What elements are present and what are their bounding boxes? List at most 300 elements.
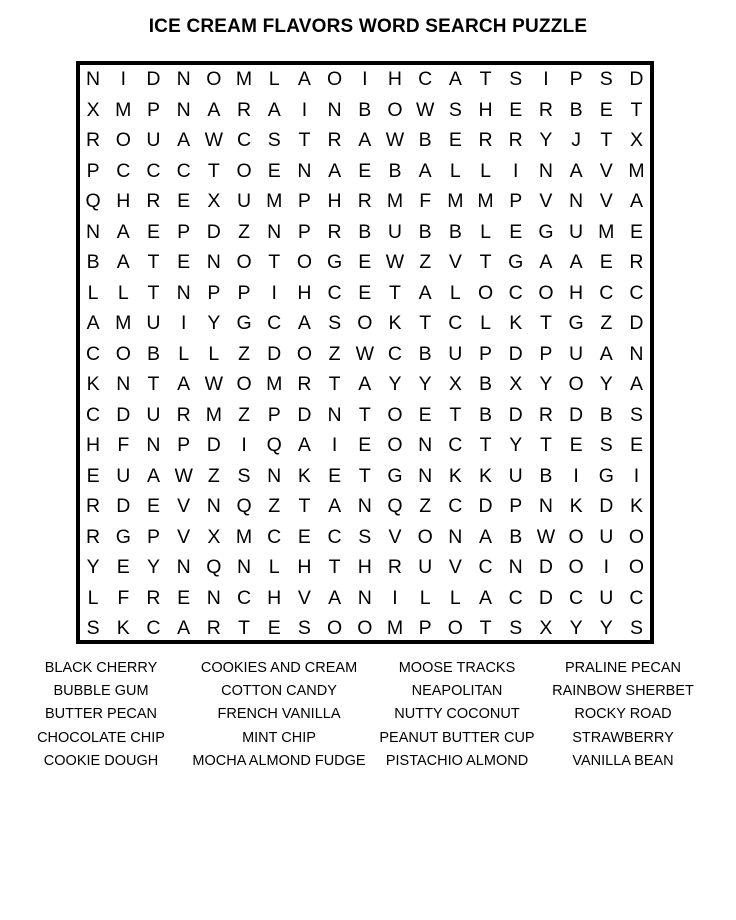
grid-letter: E [267, 159, 281, 182]
grid-letter: N [146, 434, 161, 456]
grid-row [78, 430, 651, 461]
grid-letter: M [386, 617, 404, 639]
grid-letter: P [177, 220, 191, 243]
grid-letter: E [448, 129, 462, 151]
grid-letter: D [508, 403, 523, 426]
grid-letter: W [415, 98, 435, 121]
grid-letter: A [418, 281, 432, 304]
grid-row [78, 64, 651, 95]
grid-row [78, 461, 651, 492]
grid-letter: R [629, 251, 644, 273]
grid-letter: K [629, 495, 643, 517]
grid-row [78, 247, 651, 278]
grid-letter: M [115, 312, 132, 334]
grid-letter: Z [328, 342, 341, 365]
grid-letter: H [357, 556, 372, 578]
word-list-item: VANILLA BEAN [572, 752, 674, 769]
grid-letter: U [236, 190, 252, 212]
grid-letter: L [208, 342, 220, 365]
grid-letter: N [86, 68, 101, 90]
grid-letter: S [599, 68, 613, 90]
grid-letter: S [267, 129, 281, 151]
grid-letter: P [177, 434, 191, 456]
grid-letter: Y [86, 556, 100, 578]
grid-letter: U [569, 220, 584, 243]
grid-letter: O [357, 312, 373, 334]
grid-letter: I [513, 159, 519, 182]
grid-row [78, 217, 651, 248]
grid-letter: S [509, 617, 523, 639]
grid-letter: N [206, 495, 221, 517]
grid-letter: C [176, 159, 191, 182]
grid-letter: U [599, 525, 614, 548]
grid-letter: D [297, 403, 312, 426]
grid-letter: C [86, 342, 101, 365]
grid-letter: G [508, 251, 524, 273]
grid-letter: E [328, 464, 342, 487]
grid-letter: T [147, 281, 160, 304]
grid-row [78, 95, 651, 126]
grid-letter: R [508, 129, 523, 151]
grid-letter: N [176, 98, 191, 121]
grid-letter: W [355, 342, 374, 365]
grid-letter: L [117, 281, 129, 304]
grid-letter: U [508, 464, 523, 487]
grid-letter: S [297, 617, 311, 639]
grid-letter: Y [207, 312, 221, 334]
grid-letter: T [147, 251, 160, 273]
grid-letter: A [297, 434, 311, 456]
grid-letter: O [327, 68, 343, 90]
grid-letter: R [327, 129, 342, 151]
grid-letter: D [146, 68, 161, 90]
grid-letter: N [418, 464, 433, 487]
grid-letter: K [297, 464, 311, 487]
grid-letter: O [296, 251, 312, 273]
grid-letter: V [599, 190, 613, 212]
grid-letter: O [296, 342, 312, 365]
grid-letter: O [477, 281, 494, 304]
grid-letter: N [86, 220, 101, 243]
grid-letter: Q [85, 190, 101, 212]
grid-letter: N [236, 556, 252, 578]
grid-letter: P [479, 342, 493, 365]
grid-letter: E [358, 251, 372, 273]
grid-letter: A [267, 98, 281, 121]
word-list-item: NUTTY COCONUT [394, 706, 520, 723]
grid-letter: P [569, 68, 583, 90]
grid-letter: O [387, 403, 403, 426]
grid-letter: Z [419, 251, 432, 273]
grid-letter: E [418, 403, 432, 426]
grid-letter: O [327, 617, 343, 639]
grid-letter: O [568, 373, 584, 395]
word-column-4 [540, 657, 706, 773]
grid-letter: P [297, 190, 311, 212]
grid-letter: E [146, 220, 160, 243]
word-list-item: STRAWBERRY [572, 729, 674, 746]
grid-letter: P [418, 617, 432, 639]
grid-letter: T [298, 495, 311, 517]
grid-letter: T [600, 129, 613, 151]
word-list-item: MINT CHIP [242, 729, 316, 746]
grid-letter: C [508, 281, 523, 304]
grid-letter: A [448, 68, 462, 90]
grid-letter: Z [419, 495, 432, 517]
grid-letter: Y [599, 373, 613, 395]
grid-letter: O [387, 434, 403, 456]
grid-letter: N [176, 281, 191, 304]
grid-letter: R [146, 190, 161, 212]
grid-letter: L [87, 586, 99, 609]
grid-letter: X [629, 129, 643, 151]
word-column-1 [20, 657, 182, 773]
grid-letter: S [629, 403, 643, 426]
grid-letter: R [387, 556, 403, 578]
word-list-item: RAINBOW SHERBET [552, 683, 694, 700]
word-list-item: BUTTER PECAN [45, 706, 157, 723]
grid-letter: N [569, 190, 584, 212]
grid-letter: N [538, 159, 553, 182]
grid-letter: Z [238, 403, 250, 426]
grid-letter: A [358, 373, 372, 395]
grid-letter: E [177, 251, 191, 273]
grid-letter: Z [268, 495, 281, 517]
grid-letter: D [599, 495, 614, 517]
grid-letter: D [267, 342, 282, 365]
grid-letter: C [569, 586, 584, 609]
grid-letter: A [569, 159, 583, 182]
grid-letter: I [603, 556, 609, 578]
grid-letter: Z [238, 220, 250, 243]
grid-letter: G [538, 220, 554, 243]
grid-letter: C [629, 281, 644, 304]
grid-letter: E [629, 434, 643, 456]
grid-letter: T [419, 312, 432, 334]
grid-letter: H [297, 556, 312, 578]
grid-letter: S [237, 464, 251, 487]
grid-letter: I [392, 586, 398, 609]
grid-letter: Y [418, 373, 432, 395]
grid-letter: B [418, 342, 432, 365]
grid-letter: D [478, 495, 493, 517]
grid-letter: I [120, 68, 126, 90]
grid-letter: N [327, 98, 342, 121]
grid-letter: D [538, 586, 553, 609]
grid-letter: R [478, 129, 493, 151]
grid-letter: B [358, 98, 372, 121]
grid-letter: D [629, 312, 644, 334]
grid-letter: N [206, 586, 221, 609]
grid-letter: H [478, 98, 493, 121]
grid-letter: I [180, 312, 187, 334]
grid-letter: V [599, 159, 613, 182]
grid-letter: A [116, 251, 130, 273]
grid-letter: V [388, 525, 402, 548]
grid-letter: M [477, 190, 494, 212]
grid-letter: M [266, 190, 283, 212]
grid-row [78, 156, 651, 187]
grid-letter: C [387, 342, 403, 365]
grid-row [78, 552, 651, 583]
grid-letter: A [479, 525, 493, 548]
grid-letter: K [388, 312, 402, 334]
grid-letter: N [327, 403, 342, 426]
grid-letter: M [598, 220, 615, 243]
grid-letter: O [236, 159, 252, 182]
letter-grid [78, 64, 651, 642]
grid-letter: A [207, 98, 221, 121]
grid-letter: N [448, 525, 463, 548]
grid-letter: Y [599, 617, 613, 639]
grid-letter: D [569, 403, 584, 426]
grid-letter: L [419, 586, 431, 609]
grid-letter: T [207, 159, 220, 182]
grid-letter: R [538, 403, 553, 426]
grid-letter: R [206, 617, 221, 639]
grid-letter: E [509, 220, 523, 243]
word-list-item: PISTACHIO ALMOND [385, 752, 529, 769]
grid-letter: A [177, 129, 191, 151]
grid-row [78, 491, 651, 522]
grid-letter: V [539, 190, 553, 212]
word-list [20, 657, 720, 777]
grid-letter: D [116, 403, 131, 426]
grid-letter: I [331, 434, 338, 456]
grid-letter: W [174, 464, 193, 487]
grid-letter: T [328, 373, 341, 395]
puzzle-title: ICE CREAM FLAVORS WORD SEARCH PUZZLE [148, 16, 588, 37]
grid-letter: G [387, 464, 403, 487]
grid-letter: C [448, 495, 463, 517]
word-list-item: NEAPOLITAN [411, 683, 503, 700]
grid-letter: E [86, 464, 100, 487]
grid-letter: O [115, 129, 131, 151]
grid-letter: R [236, 98, 252, 121]
grid-letter: X [448, 373, 462, 395]
grid-letter: D [629, 68, 644, 90]
grid-letter: C [599, 281, 614, 304]
grid-letter: C [146, 159, 161, 182]
grid-letter: A [86, 312, 100, 334]
grid-letter: S [328, 312, 342, 334]
grid-letter: G [598, 464, 614, 487]
grid-letter: M [205, 403, 222, 426]
grid-row [78, 278, 651, 309]
grid-row [78, 369, 651, 400]
grid-letter: B [418, 220, 432, 243]
grid-letter: Y [539, 373, 553, 395]
grid-letter: R [297, 373, 312, 395]
grid-letter: N [629, 342, 644, 365]
grid-letter: H [267, 586, 282, 609]
grid-letter: G [236, 312, 252, 334]
grid-letter: M [628, 159, 645, 182]
grid-letter: K [86, 373, 100, 395]
grid-letter: Q [206, 556, 222, 578]
grid-letter: B [569, 98, 583, 121]
grid-letter: L [480, 312, 491, 334]
grid-letter: T [479, 434, 492, 456]
grid-letter: M [235, 68, 253, 90]
grid-letter: M [235, 525, 253, 548]
grid-letter: V [177, 525, 191, 548]
grid-letter: E [599, 98, 613, 121]
grid-letter: E [358, 281, 372, 304]
grid-letter: E [267, 617, 281, 639]
grid-letter: E [297, 525, 311, 548]
grid-letter: C [86, 403, 101, 426]
grid-letter: U [146, 403, 161, 426]
grid-letter: Q [387, 495, 403, 517]
grid-letter: B [86, 251, 100, 273]
grid-letter: Y [569, 617, 583, 639]
grid-letter: R [86, 525, 101, 548]
grid-letter: L [178, 342, 190, 365]
grid-letter: P [146, 525, 160, 548]
grid-letter: C [236, 586, 252, 609]
grid-letter: F [419, 190, 432, 212]
grid-letter: A [569, 251, 583, 273]
grid-letter: M [447, 190, 464, 212]
grid-letter: R [176, 403, 191, 426]
word-column-3 [376, 657, 538, 773]
grid-letter: C [327, 525, 342, 548]
grid-letter: N [357, 495, 372, 517]
grid-letter: X [539, 617, 553, 639]
grid-letter: L [480, 159, 491, 182]
grid-letter: N [176, 68, 191, 90]
grid-letter: P [297, 220, 311, 243]
grid-letter: E [116, 556, 130, 578]
grid-letter: D [538, 556, 553, 578]
grid-letter: A [479, 586, 493, 609]
grid-row [78, 522, 651, 553]
grid-letter: E [358, 159, 372, 182]
grid-letter: I [543, 68, 549, 90]
grid-letter: Y [539, 129, 553, 151]
grid-letter: Q [236, 495, 252, 517]
grid-letter: T [389, 281, 401, 304]
grid-letter: G [327, 251, 343, 273]
grid-letter: L [268, 556, 280, 578]
grid-letter: K [448, 464, 462, 487]
grid-letter: B [599, 403, 613, 426]
word-list-item: ROCKY ROAD [574, 706, 672, 723]
word-list-item: COOKIES AND CREAM [200, 660, 358, 676]
grid-letter: S [509, 68, 523, 90]
grid-letter: R [357, 190, 372, 212]
grid-letter: D [116, 495, 131, 517]
grid-letter: M [115, 98, 132, 121]
grid-letter: V [177, 495, 191, 517]
grid-letter: D [508, 342, 523, 365]
word-list-item: FRENCH VANILLA [217, 706, 341, 723]
grid-letter: N [206, 251, 221, 273]
grid-letter: C [327, 281, 342, 304]
grid-letter: B [448, 220, 462, 243]
grid-letter: L [449, 281, 461, 304]
grid-letter: R [86, 129, 101, 151]
grid-letter: T [298, 129, 311, 151]
grid-letter: C [508, 586, 523, 609]
grid-letter: A [358, 129, 372, 151]
grid-letter: I [301, 98, 308, 121]
grid-letter: E [146, 495, 160, 517]
grid-letter: D [206, 220, 221, 243]
word-list-item: MOOSE TRACKS [398, 660, 516, 676]
grid-letter: N [297, 159, 312, 182]
grid-letter: R [538, 98, 553, 121]
grid-letter: A [177, 617, 191, 639]
grid-letter: T [328, 556, 341, 578]
grid-letter: I [271, 281, 277, 304]
grid-row [78, 339, 651, 370]
grid-letter: C [629, 586, 644, 609]
grid-letter: T [479, 68, 492, 90]
word-list-item: PRALINE PECAN [564, 660, 682, 676]
grid-letter: W [385, 251, 405, 273]
grid-letter: X [207, 525, 221, 548]
grid-letter: H [116, 190, 131, 212]
grid-letter: P [207, 281, 221, 304]
grid-letter: H [569, 281, 584, 304]
grid-letter: T [479, 617, 492, 639]
grid-letter: I [362, 68, 368, 90]
grid-letter: I [633, 464, 640, 487]
grid-letter: B [358, 220, 372, 243]
word-list-item: COOKIE DOUGH [43, 752, 159, 769]
grid-letter: C [236, 129, 252, 151]
grid-letter: P [86, 159, 100, 182]
grid-letter: S [448, 98, 462, 121]
word-list-item: BLACK CHERRY [44, 660, 158, 676]
word-list-item: CHOCOLATE CHIP [37, 729, 165, 746]
grid-letter: M [386, 190, 404, 212]
grid-letter: N [538, 495, 553, 517]
grid-letter: N [357, 586, 372, 609]
grid-letter: O [568, 556, 584, 578]
grid-letter: U [387, 220, 403, 243]
grid-letter: O [568, 525, 584, 548]
grid-letter: N [176, 556, 191, 578]
grid-letter: I [573, 464, 579, 487]
grid-letter: Z [207, 464, 220, 487]
grid-letter: E [358, 434, 372, 456]
grid-letter: C [448, 434, 463, 456]
word-list-item: COTTON CANDY [221, 683, 337, 700]
grid-letter: W [204, 373, 224, 395]
grid-letter: U [116, 464, 131, 487]
grid-letter: Z [238, 342, 250, 365]
grid-letter: U [146, 312, 161, 334]
grid-letter: A [629, 190, 643, 212]
grid-letter: U [418, 556, 433, 578]
word-column-2 [182, 657, 376, 773]
grid-letter: A [297, 312, 311, 334]
grid-letter: V [297, 586, 311, 609]
grid-letter: O [417, 525, 433, 548]
grid-letter: H [387, 68, 403, 90]
grid-row [78, 613, 651, 644]
grid-letter: V [448, 251, 462, 273]
grid-letter: A [328, 159, 342, 182]
grid-letter: B [509, 525, 523, 548]
grid-letter: Y [388, 373, 402, 395]
grid-letter: K [569, 495, 583, 517]
grid-letter: C [267, 312, 282, 334]
grid-letter: O [628, 525, 645, 548]
